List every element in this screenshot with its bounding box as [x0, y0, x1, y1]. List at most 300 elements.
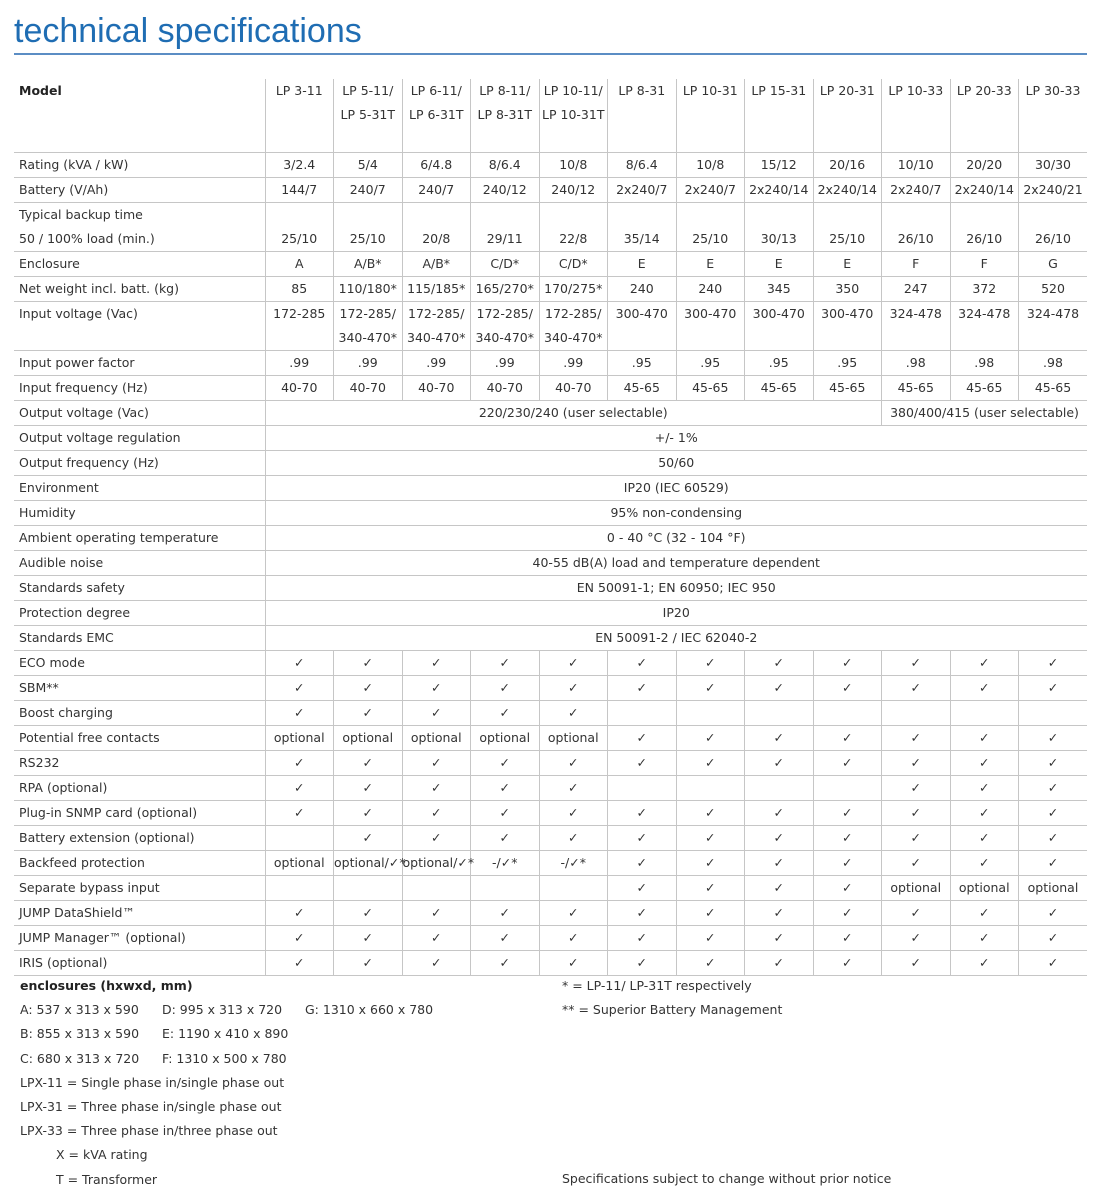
title-underline [14, 53, 1087, 55]
spec-value-cell: 170/275* [539, 277, 608, 302]
checkmark-icon: ✓ [745, 926, 814, 951]
checkmark-icon: ✓ [402, 926, 471, 951]
spec-row [14, 451, 1087, 476]
spec-row-label [14, 451, 265, 476]
spec-value-cell: 50/60 [265, 451, 1087, 476]
model-name-line: LP 10-31 [682, 83, 738, 98]
spec-value-cell [1019, 701, 1088, 726]
enclosure-dimension: C: 680 x 313 x 720 [20, 1050, 140, 1066]
checkmark-icon: ✓ [882, 901, 951, 926]
spec-row-label [14, 851, 265, 876]
spec-value-cell [813, 701, 882, 726]
spec-label-text: Humidity [19, 505, 76, 520]
spec-value-cell [334, 876, 403, 901]
spec-row [14, 576, 1087, 601]
checkmark-icon: ✓ [1019, 926, 1088, 951]
model-name-line: LP 6-31T [409, 107, 464, 122]
spec-label-text: IRIS (optional) [19, 955, 108, 970]
spec-value-cell [745, 701, 814, 726]
checkmark-icon: ✓ [1019, 851, 1088, 876]
spec-value-cell: IP20 (IEC 60529) [265, 476, 1087, 501]
model-header-cell [745, 79, 814, 153]
checkmark-icon: ✓ [813, 651, 882, 676]
spec-row-label [14, 252, 265, 277]
spec-label-text: RPA (optional) [19, 780, 108, 795]
spec-value-cell: 45-65 [745, 376, 814, 401]
spec-value-cell: 380/400/415 (user selectable) [882, 401, 1088, 426]
legend-line: LPX-11 = Single phase in/single phase out [20, 1074, 285, 1090]
checkmark-icon: ✓ [1019, 901, 1088, 926]
spec-value-cell [676, 776, 745, 801]
spec-value-cell: E [813, 252, 882, 277]
spec-label-text: SBM** [19, 680, 59, 695]
spec-label-text: JUMP Manager™ (optional) [19, 930, 186, 945]
checkmark-icon: ✓ [608, 951, 677, 976]
spec-value-cell: 300-470 [813, 302, 882, 351]
spec-row-label [14, 951, 265, 976]
spec-row-label [14, 178, 265, 203]
spec-label-text: Output voltage regulation [19, 430, 181, 445]
checkmark-icon: ✓ [882, 726, 951, 751]
spec-value-cell: EN 50091-2 / IEC 62040-2 [265, 626, 1087, 651]
spec-value-cell: 25/10 [813, 203, 882, 252]
spec-label-text: Environment [19, 480, 99, 495]
spec-value-cell: 20/8 [402, 203, 471, 252]
model-name-line: LP 8-11/ [479, 83, 531, 98]
spec-value-cell: 172-285/ 340-470* [539, 302, 608, 351]
spec-value-cell: 25/10 [265, 203, 334, 252]
spec-value-cell: optional/✓* [402, 851, 471, 876]
checkmark-icon: ✓ [265, 676, 334, 701]
checkmark-icon: ✓ [1019, 951, 1088, 976]
spec-value-cell [471, 876, 540, 901]
legend-suffix-line: T = Transformer [56, 1171, 158, 1187]
spec-value-cell [813, 776, 882, 801]
checkmark-icon: ✓ [676, 801, 745, 826]
checkmark-icon: ✓ [813, 851, 882, 876]
spec-row [14, 277, 1087, 302]
spec-row-label [14, 601, 265, 626]
model-name-line: LP 5-11/ [342, 83, 394, 98]
checkmark-icon: ✓ [676, 726, 745, 751]
spec-value-cell: .95 [745, 351, 814, 376]
spec-row [14, 178, 1087, 203]
spec-value-cell: 2x240/21 [1019, 178, 1088, 203]
checkmark-icon: ✓ [402, 826, 471, 851]
model-name-line: LP 20-33 [956, 83, 1012, 98]
spec-value-cell: 40-55 dB(A) load and temperature dependent [265, 551, 1087, 576]
spec-label-text: Standards EMC [19, 630, 114, 645]
spec-value-cell: optional [539, 726, 608, 751]
spec-label-text: Battery extension (optional) [19, 830, 195, 845]
spec-value-cell: -/✓* [539, 851, 608, 876]
spec-row [14, 426, 1087, 451]
checkmark-icon: ✓ [402, 751, 471, 776]
spec-value-cell: +/- 1% [265, 426, 1087, 451]
spec-value-cell: 2x240/7 [676, 178, 745, 203]
spec-row-label [14, 626, 265, 651]
spec-value-cell: 26/10 [1019, 203, 1088, 252]
spec-row-label [14, 776, 265, 801]
checkmark-icon: ✓ [882, 751, 951, 776]
checkmark-icon: ✓ [608, 826, 677, 851]
enclosure-row [20, 998, 465, 1022]
spec-row-label [14, 426, 265, 451]
spec-row [14, 926, 1087, 951]
spec-row [14, 153, 1087, 178]
checkmark-icon: ✓ [471, 751, 540, 776]
spec-row-label [14, 277, 265, 302]
spec-value-cell: .99 [471, 351, 540, 376]
checkmark-icon: ✓ [402, 901, 471, 926]
spec-row-label [14, 203, 265, 252]
spec-value-cell: 85 [265, 277, 334, 302]
disclaimer: Specifications subject to change without prior notice [562, 1171, 892, 1186]
spec-row-label [14, 551, 265, 576]
spec-value-cell: 22/8 [539, 203, 608, 252]
spec-value-cell: 45-65 [882, 376, 951, 401]
model-name-line: LP 30-33 [1025, 83, 1081, 98]
spec-value-cell: optional [334, 726, 403, 751]
checkmark-icon: ✓ [813, 801, 882, 826]
spec-value-cell: 45-65 [950, 376, 1019, 401]
checkmark-icon: ✓ [471, 801, 540, 826]
spec-value-cell: 345 [745, 277, 814, 302]
checkmark-icon: ✓ [402, 776, 471, 801]
spec-value-cell: .95 [676, 351, 745, 376]
spec-value-cell [882, 701, 951, 726]
spec-value-cell: 29/11 [471, 203, 540, 252]
checkmark-icon: ✓ [334, 751, 403, 776]
spec-label-text: Audible noise [19, 555, 104, 570]
spec-value-cell [608, 701, 677, 726]
spec-value-cell: 20/16 [813, 153, 882, 178]
checkmark-icon: ✓ [539, 826, 608, 851]
checkmark-icon: ✓ [265, 776, 334, 801]
spec-value-cell: 40-70 [265, 376, 334, 401]
checkmark-icon: ✓ [471, 776, 540, 801]
checkmark-icon: ✓ [676, 676, 745, 701]
spec-row [14, 601, 1087, 626]
spec-value-cell [539, 876, 608, 901]
checkmark-icon: ✓ [882, 801, 951, 826]
spec-table [14, 79, 1087, 976]
spec-value-cell: 300-470 [745, 302, 814, 351]
spec-label-text: Ambient operating temperature [19, 530, 219, 545]
model-name-line: LP 20-31 [819, 83, 875, 98]
spec-row-label [14, 376, 265, 401]
model-header-cell [882, 79, 951, 153]
spec-value-cell: 2x240/14 [745, 178, 814, 203]
legend-line: LPX-31 = Three phase in/single phase out [20, 1099, 282, 1115]
checkmark-icon: ✓ [608, 851, 677, 876]
spec-value-cell: 240/12 [539, 178, 608, 203]
spec-value-cell: 30/30 [1019, 153, 1088, 178]
spec-row [14, 651, 1087, 676]
spec-row [14, 376, 1087, 401]
checkmark-icon: ✓ [608, 801, 677, 826]
checkmark-icon: ✓ [265, 951, 334, 976]
enclosure-dimension: D: 995 x 313 x 720 [162, 1002, 283, 1018]
spec-row-label [14, 153, 265, 178]
model-name-line: LP 10-11/ [543, 83, 603, 98]
spec-value-cell: 40-70 [402, 376, 471, 401]
spec-label-text: Separate bypass input [19, 880, 160, 895]
spec-label-text: Boost charging [19, 705, 113, 720]
spec-value-cell [265, 876, 334, 901]
model-header-cell [676, 79, 745, 153]
spec-value-cell: 15/12 [745, 153, 814, 178]
checkmark-icon: ✓ [539, 751, 608, 776]
checkmark-icon: ✓ [676, 901, 745, 926]
spec-label-text: Input frequency (Hz) [19, 380, 148, 395]
checkmark-icon: ✓ [813, 926, 882, 951]
enclosure-dimension: A: 537 x 313 x 590 [20, 1002, 139, 1018]
model-header-cell [471, 79, 540, 153]
spec-label-text: ECO mode [19, 655, 85, 670]
checkmark-icon: ✓ [265, 801, 334, 826]
checkmark-icon: ✓ [1019, 776, 1088, 801]
spec-row [14, 302, 1087, 351]
legend-line: LPX-33 = Three phase in/three phase out [20, 1123, 278, 1139]
checkmark-icon: ✓ [334, 801, 403, 826]
checkmark-icon: ✓ [882, 926, 951, 951]
checkmark-icon: ✓ [334, 651, 403, 676]
spec-value-cell: 115/185* [402, 277, 471, 302]
spec-value-cell: 45-65 [676, 376, 745, 401]
model-header-cell [402, 79, 471, 153]
model-legend [20, 1071, 465, 1144]
model-legend-suffixes [20, 1143, 465, 1191]
spec-row-label [14, 302, 265, 351]
spec-label-text: RS232 [19, 755, 60, 770]
checkmark-icon: ✓ [676, 651, 745, 676]
spec-label-text: Output frequency (Hz) [19, 455, 159, 470]
spec-value-cell: 2x240/14 [950, 178, 1019, 203]
model-name-line: LP 3-11 [275, 83, 323, 98]
spec-value-cell: 240/7 [334, 178, 403, 203]
spec-value-cell: .98 [950, 351, 1019, 376]
spec-value-cell: optional [950, 876, 1019, 901]
checkmark-icon: ✓ [950, 826, 1019, 851]
spec-table-body [14, 79, 1087, 976]
spec-row [14, 951, 1087, 976]
checkmark-icon: ✓ [745, 751, 814, 776]
checkmark-icon: ✓ [813, 676, 882, 701]
checkmark-icon: ✓ [1019, 826, 1088, 851]
spec-value-cell: 247 [882, 277, 951, 302]
checkmark-icon: ✓ [608, 926, 677, 951]
spec-value-cell: 26/10 [950, 203, 1019, 252]
model-header-cell [1019, 79, 1088, 153]
checkmark-icon: ✓ [334, 826, 403, 851]
checkmark-icon: ✓ [813, 751, 882, 776]
spec-row-label [14, 651, 265, 676]
checkmark-icon: ✓ [676, 826, 745, 851]
checkmark-icon: ✓ [471, 826, 540, 851]
spec-value-cell [608, 776, 677, 801]
checkmark-icon: ✓ [402, 951, 471, 976]
spec-row [14, 526, 1087, 551]
spec-value-cell [676, 701, 745, 726]
checkmark-icon: ✓ [676, 951, 745, 976]
checkmark-icon: ✓ [539, 801, 608, 826]
spec-row-label [14, 826, 265, 851]
spec-value-cell: 172-285/ 340-470* [334, 302, 403, 351]
checkmark-icon: ✓ [950, 801, 1019, 826]
checkmark-icon: ✓ [334, 951, 403, 976]
spec-value-cell: .98 [1019, 351, 1088, 376]
checkmark-icon: ✓ [334, 676, 403, 701]
spec-value-cell: optional [1019, 876, 1088, 901]
checkmark-icon: ✓ [608, 876, 677, 901]
checkmark-icon: ✓ [265, 701, 334, 726]
checkmark-icon: ✓ [471, 701, 540, 726]
spec-row-label [14, 401, 265, 426]
spec-row [14, 501, 1087, 526]
spec-label-text: Input voltage (Vac) [19, 306, 138, 321]
spec-label-text: Output voltage (Vac) [19, 405, 149, 420]
checkmark-icon: ✓ [813, 951, 882, 976]
spec-value-cell: 110/180* [334, 277, 403, 302]
enclosures-block [20, 974, 465, 1192]
spec-value-cell: .99 [334, 351, 403, 376]
spec-value-cell: optional [471, 726, 540, 751]
spec-value-cell: A [265, 252, 334, 277]
spec-label-text: Typical backup time [19, 207, 143, 222]
spec-value-cell: 5/4 [334, 153, 403, 178]
checkmark-icon: ✓ [608, 676, 677, 701]
checkmark-icon: ✓ [950, 726, 1019, 751]
spec-value-cell: 520 [1019, 277, 1088, 302]
checkmark-icon: ✓ [950, 776, 1019, 801]
spec-value-cell: 3/2.4 [265, 153, 334, 178]
checkmark-icon: ✓ [950, 926, 1019, 951]
checkmark-icon: ✓ [950, 851, 1019, 876]
checkmark-icon: ✓ [745, 951, 814, 976]
model-name-line: LP 8-31 [618, 83, 666, 98]
spec-row [14, 401, 1087, 426]
spec-value-cell: F [950, 252, 1019, 277]
checkmark-icon: ✓ [402, 701, 471, 726]
spec-value-cell: 165/270* [471, 277, 540, 302]
enclosure-dimension: G: 1310 x 660 x 780 [305, 1002, 434, 1018]
enclosures-list [20, 998, 465, 1071]
checkmark-icon: ✓ [745, 726, 814, 751]
checkmark-icon: ✓ [813, 901, 882, 926]
spec-value-cell: 45-65 [1019, 376, 1088, 401]
spec-label-text: Potential free contacts [19, 730, 160, 745]
checkmark-icon: ✓ [676, 926, 745, 951]
spec-value-cell: 30/13 [745, 203, 814, 252]
spec-row-label [14, 476, 265, 501]
spec-value-cell: 350 [813, 277, 882, 302]
spec-value-cell: optional/✓* [334, 851, 403, 876]
spec-value-cell: -/✓* [471, 851, 540, 876]
spec-row [14, 801, 1087, 826]
spec-value-cell: 25/10 [334, 203, 403, 252]
spec-row-label [14, 701, 265, 726]
enclosure-row [20, 1022, 465, 1046]
spec-value-cell: 45-65 [608, 376, 677, 401]
enclosure-dimension: B: 855 x 313 x 590 [20, 1026, 140, 1042]
spec-value-cell: .99 [539, 351, 608, 376]
spec-row-label [14, 751, 265, 776]
spec-row-label [14, 901, 265, 926]
spec-value-cell: 300-470 [676, 302, 745, 351]
model-header-row [14, 79, 1087, 153]
page-title: technical specifications [14, 12, 362, 50]
checkmark-icon: ✓ [745, 676, 814, 701]
spec-row [14, 851, 1087, 876]
spec-value-cell: optional [265, 851, 334, 876]
spec-value-cell: 300-470 [608, 302, 677, 351]
spec-value-cell: 2x240/7 [882, 178, 951, 203]
checkmark-icon: ✓ [471, 651, 540, 676]
spec-row-label [14, 676, 265, 701]
enclosure-row [20, 1047, 465, 1071]
spec-value-cell: 240/7 [402, 178, 471, 203]
spec-label-text: 50 / 100% load (min.) [19, 231, 155, 246]
spec-value-cell: 172-285/ 340-470* [471, 302, 540, 351]
spec-value-cell: 0 - 40 °C (32 - 104 °F) [265, 526, 1087, 551]
checkmark-icon: ✓ [676, 876, 745, 901]
spec-value-cell: 8/6.4 [608, 153, 677, 178]
spec-value-cell: 26/10 [882, 203, 951, 252]
spec-row [14, 203, 1087, 252]
model-header-label: Model [14, 79, 265, 153]
checkmark-icon: ✓ [745, 651, 814, 676]
footnote-double-asterisk: ** = Superior Battery Management [562, 1002, 783, 1018]
checkmark-icon: ✓ [950, 751, 1019, 776]
checkmark-icon: ✓ [608, 901, 677, 926]
checkmark-icon: ✓ [539, 701, 608, 726]
spec-label-text: Enclosure [19, 256, 80, 271]
spec-row-label [14, 801, 265, 826]
spec-row-label [14, 351, 265, 376]
spec-value-cell: 40-70 [539, 376, 608, 401]
spec-value-cell: 10/10 [882, 153, 951, 178]
spec-value-cell: 2x240/7 [608, 178, 677, 203]
checkmark-icon: ✓ [813, 876, 882, 901]
spec-row [14, 751, 1087, 776]
checkmark-icon: ✓ [745, 851, 814, 876]
checkmark-icon: ✓ [608, 751, 677, 776]
checkmark-icon: ✓ [813, 726, 882, 751]
spec-row [14, 676, 1087, 701]
legend-suffix-line: X = kVA rating [56, 1147, 148, 1163]
model-name-line: LP 15-31 [751, 83, 807, 98]
spec-value-cell: optional [402, 726, 471, 751]
model-header-cell [539, 79, 608, 153]
footnote-asterisk: * = LP-11/ LP-31T respectively [562, 978, 752, 993]
spec-value-cell: A/B* [402, 252, 471, 277]
spec-row [14, 776, 1087, 801]
checkmark-icon: ✓ [745, 876, 814, 901]
spec-value-cell: A/B* [334, 252, 403, 277]
checkmark-icon: ✓ [882, 826, 951, 851]
checkmark-icon: ✓ [334, 701, 403, 726]
checkmark-icon: ✓ [265, 926, 334, 951]
enclosure-dimension: E: 1190 x 410 x 890 [162, 1026, 289, 1042]
checkmark-icon: ✓ [471, 951, 540, 976]
spec-value-cell [265, 826, 334, 851]
checkmark-icon: ✓ [745, 801, 814, 826]
spec-label-text: Standards safety [19, 580, 125, 595]
spec-value-cell: optional [265, 726, 334, 751]
checkmark-icon: ✓ [539, 951, 608, 976]
checkmark-icon: ✓ [608, 726, 677, 751]
